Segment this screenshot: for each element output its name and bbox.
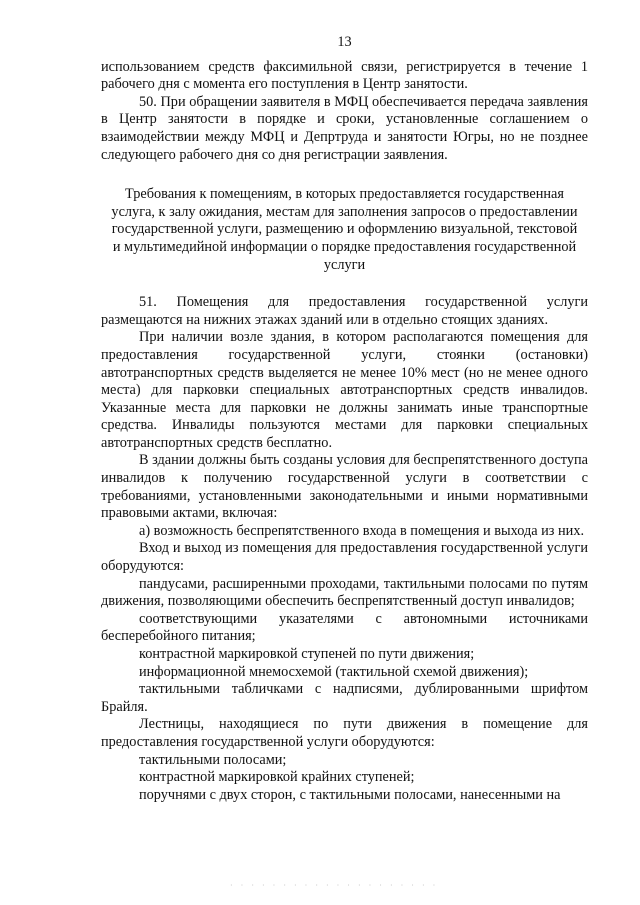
section-heading: Требования к помещениям, в которых предоставляется государственная услуга, к залу ожидания, местам для заполнения запросов о предоставлении государственной услуги, размещению и оформлению визуальной, текстовой и мультимедийной информации о порядке предоставления государственной услуги xyxy=(111,186,578,273)
list-item-a: а) возможность беспрепятственного входа в помещения и выхода из них. xyxy=(139,522,585,539)
list-item-ramps: пандусами, расширенными проходами, тактильными полосами по путям движения, позволяющими обеспечить беспрепятственный доступ инвалидов; xyxy=(101,575,588,610)
list-item-edge-steps: контрастной маркировкой крайних ступеней; xyxy=(139,769,415,786)
list-item-step-marking: контрастной маркировкой ступеней по пути движения; xyxy=(139,646,475,662)
list-item-handrails: поручнями с двух сторон, с тактильными полосами, нанесенными на xyxy=(139,786,561,803)
scan-artifacts: · · · · · · · · · · · · · · · · · · · · xyxy=(230,881,439,891)
paragraph-accessibility: В здании должны быть созданы условия для беспрепятственного доступа инвалидов к получению государственной услуги в соответствии с требованиями, установленными законодательными и иными нормативными правовыми актами, включая: xyxy=(101,452,588,522)
paragraph-50: 50. При обращении заявителя в МФЦ обеспечивается передача заявления в Центр занятости в порядке и сроки, установленные соглашением о взаимодействии между МФЦ и Депртруда и занятости Югры, но не позднее следующего рабочего дня со дня регистрации заявления. xyxy=(101,93,588,163)
paragraph-51: 51. Помещения для предоставления государственной услуги размещаются на нижних этажах зданий или в отдельно стоящих зданиях. xyxy=(101,294,588,328)
paragraph-entrance: Вход и выход из помещения для предоставления государственной услуги оборудуются: xyxy=(101,540,588,575)
paragraph-stairs: Лестницы, находящиеся по пути движения в помещение для предоставления государственной услуги оборудуются: xyxy=(101,716,588,750)
list-item-braille: тактильными табличками с надписями, дублированными шрифтом Брайля. xyxy=(101,681,588,715)
paragraph-continuation: использованием средств факсимильной связи, регистрируется в течение 1 рабочего дня с момента его поступления в Центр занятости. xyxy=(101,58,588,93)
list-item-mnemonic: информационной мнемосхемой (тактильной схемой движения); xyxy=(139,663,529,680)
page-number: 13 xyxy=(337,34,352,50)
list-item-tactile-strips: тактильными полосами; xyxy=(139,751,287,768)
paragraph-parking: При наличии возле здания, в котором располагаются помещения для предоставления государственной услуги, стоянки (остановки) автотранспортных средств выделяется не менее 10% мест (но не менее одного места) для парковки специальных автотранспортных средств инвалидов. Указанные места для парковки не должны занимать иные транспортные средства. Инвалиды пользуются местами для парковки специальных автотранспортных средств бесплатно. xyxy=(101,329,588,451)
list-item-signs: соответствующими указателями с автономными источниками бесперебойного питания; xyxy=(101,610,588,645)
